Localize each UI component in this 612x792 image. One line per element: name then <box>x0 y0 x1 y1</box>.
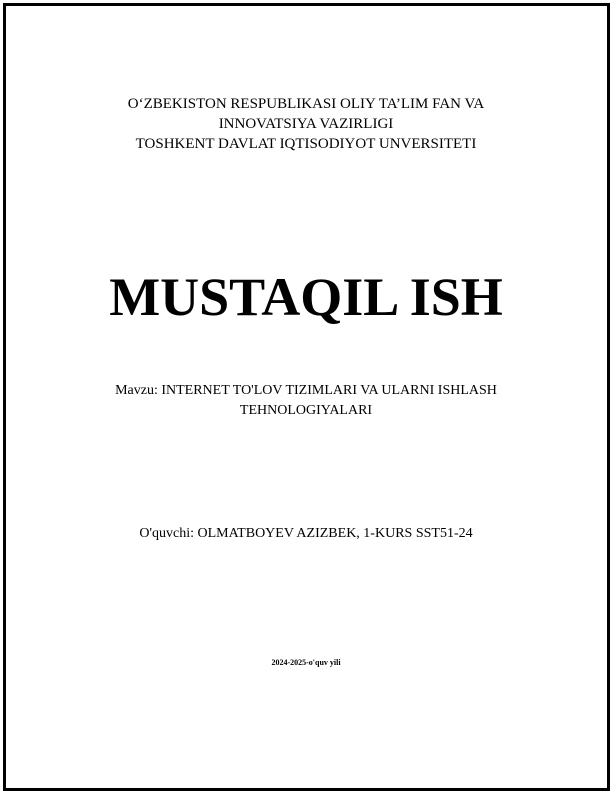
ministry-line-1: O‘ZBEKISTON RESPUBLIKASI OLIY TA’LIM FAN VA <box>127 96 485 112</box>
topic-line-1: Mavzu: INTERNET TO'LOV TIZIMLARI VA ULARNI ISHLASH <box>115 383 497 398</box>
topic-line-2: TEHNOLOGIYALARI <box>239 403 373 418</box>
ministry-line-2: INNOVATSIYA VAZIRLIGI <box>218 116 394 132</box>
university-name: TOSHKENT DAVLAT IQTISODIYOT UNVERSITETI <box>135 136 477 152</box>
ministry-header <box>0 94 612 154</box>
academic-year: 2024-2025-o'quv yili <box>271 658 341 667</box>
topic <box>0 381 612 421</box>
document-title: MUSTAQIL ISH <box>109 267 503 327</box>
student-info: O'quvchi: OLMATBOYEV AZIZBEK, 1-KURS SST51-24 <box>139 526 473 541</box>
